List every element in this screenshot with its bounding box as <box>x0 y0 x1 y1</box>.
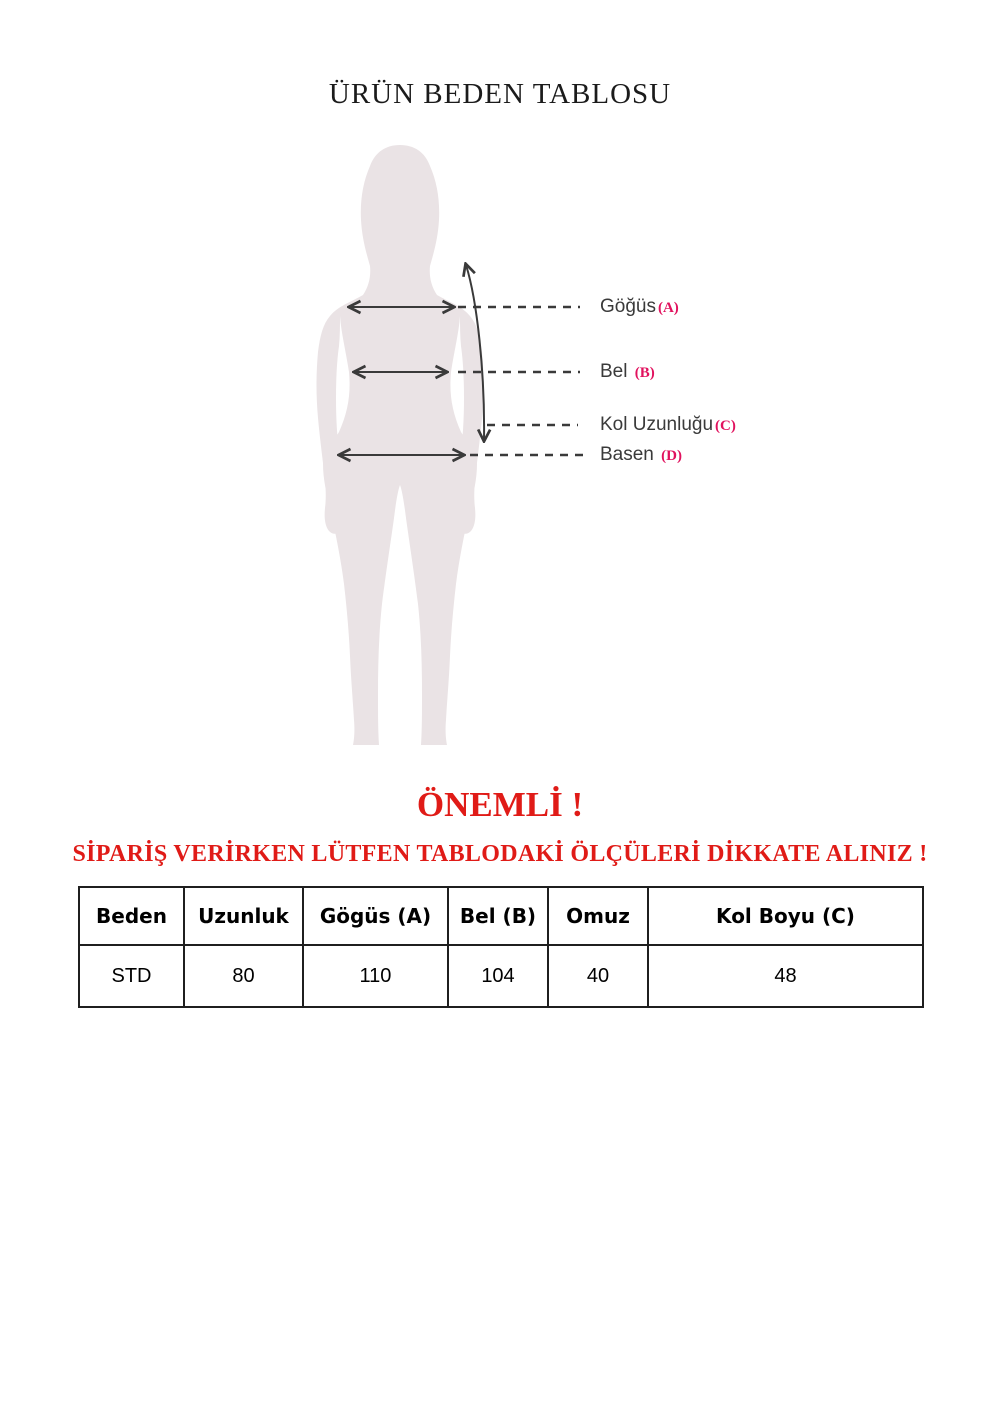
col-header-shoulder: Omuz <box>548 887 648 945</box>
hip-label-text: Basen <box>600 444 660 465</box>
waist-label-letter: (B) <box>634 365 655 381</box>
col-header-length: Uzunluk <box>184 887 303 945</box>
important-heading: ÖNEMLİ ! <box>416 785 584 824</box>
hip-label <box>600 442 682 468</box>
waist-label-text: Bel <box>600 361 633 382</box>
female-silhouette <box>317 145 484 745</box>
body-measurement-diagram <box>280 140 760 770</box>
arm-length-label-text: Kol Uzunluğu <box>600 414 714 435</box>
waist-label <box>600 359 655 385</box>
cell-size: STD <box>79 945 184 1007</box>
chest-label <box>600 294 679 320</box>
chest-label-text: Göğüs <box>600 296 656 317</box>
cell-length: 80 <box>184 945 303 1007</box>
cell-arm: 48 <box>648 945 923 1007</box>
size-table-header-row <box>79 887 923 945</box>
hip-label-letter: (D) <box>661 448 682 464</box>
cell-chest: 110 <box>303 945 448 1007</box>
size-table-row-std <box>79 945 923 1007</box>
arm-length-label-letter: (C) <box>715 418 736 434</box>
col-header-arm: Kol Boyu (C) <box>648 887 923 945</box>
order-warning-text: SİPARİŞ VERİRKEN LÜTFEN TABLODAKİ ÖLÇÜLERİ DİKKATE ALINIZ ! <box>72 841 928 867</box>
col-header-size: Beden <box>79 887 184 945</box>
cell-shoulder: 40 <box>548 945 648 1007</box>
arm-length-label <box>600 412 736 438</box>
page-title: ÜRÜN BEDEN TABLOSU <box>328 78 672 110</box>
cell-waist: 104 <box>448 945 548 1007</box>
col-header-chest: Gögüs (A) <box>303 887 448 945</box>
col-header-waist: Bel (B) <box>448 887 548 945</box>
chest-label-letter: (A) <box>657 300 679 316</box>
size-table <box>78 886 924 1008</box>
